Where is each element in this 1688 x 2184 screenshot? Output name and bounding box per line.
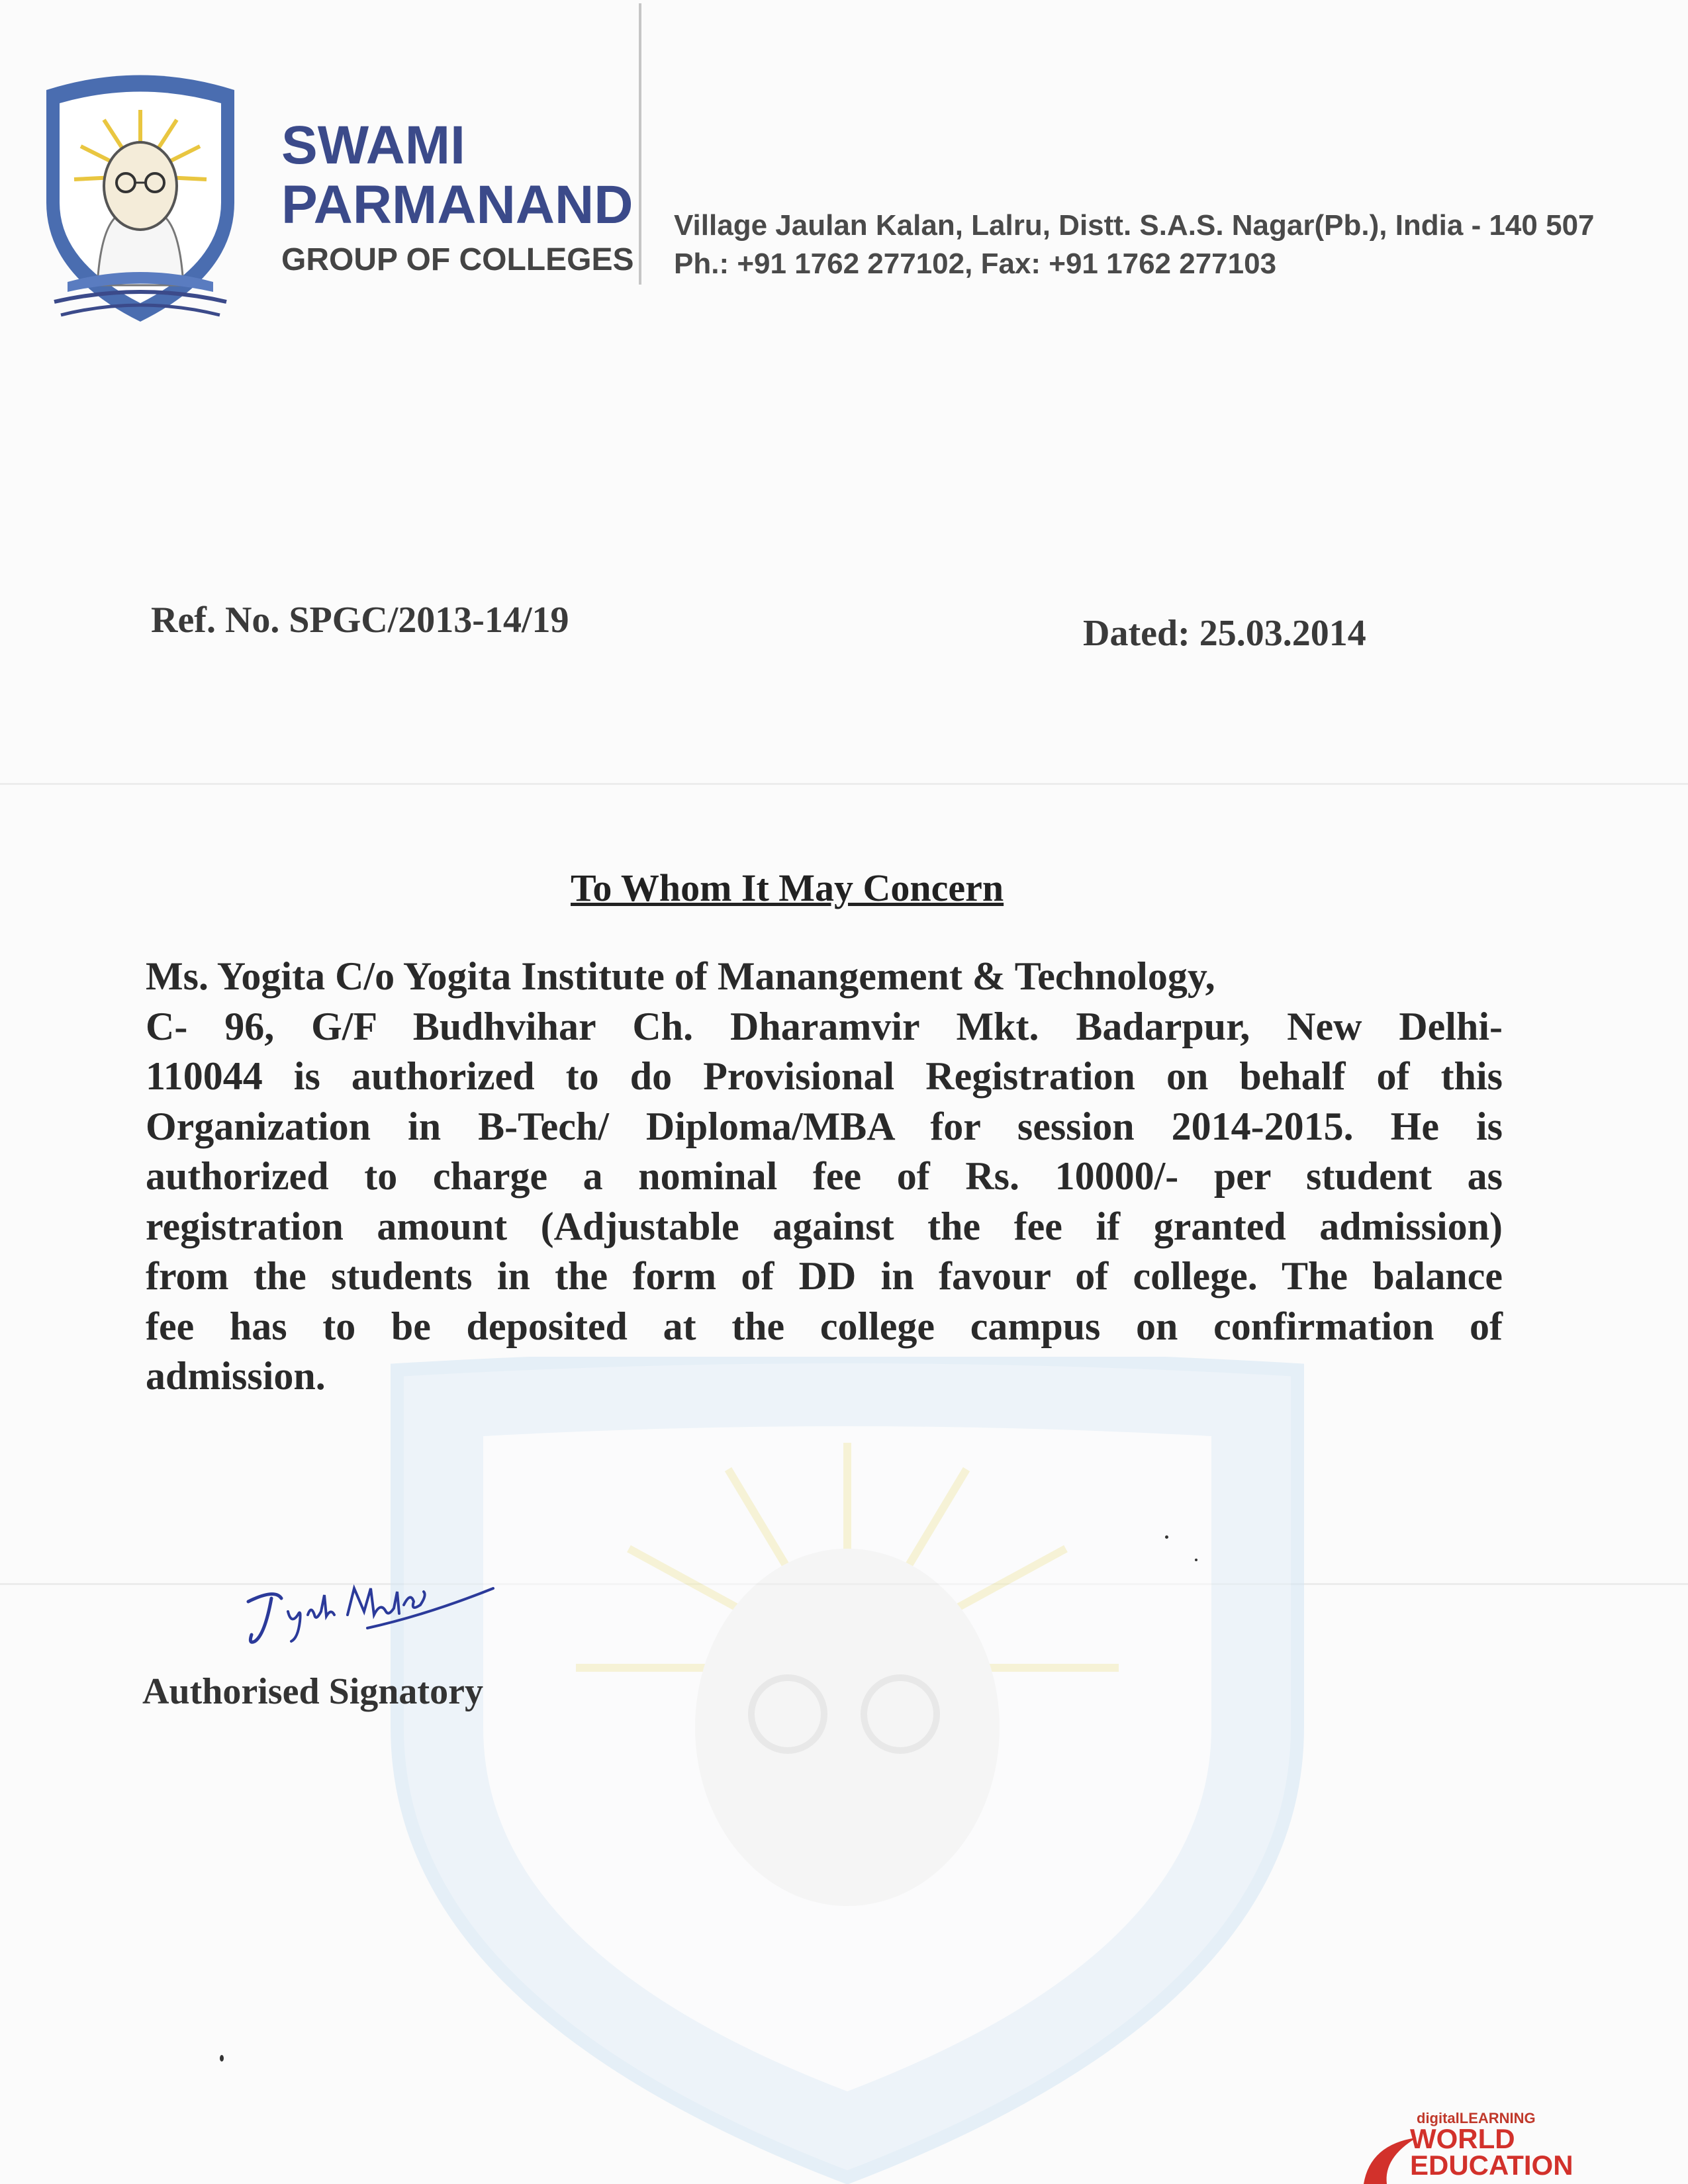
body-line: from the students in the form of DD in favour of college. The balance	[146, 1254, 1503, 1298]
body-line: 110044 is authorized to do Provisional Registration on behalf of this	[146, 1054, 1503, 1098]
brand-name	[281, 116, 634, 280]
scan-speck	[220, 2055, 224, 2062]
body-line: Organization in B-Tech/ Diploma/MBA for session 2014-2015. He is	[146, 1104, 1503, 1148]
college-logo-icon	[41, 64, 240, 335]
brand-line-1: SWAMI	[281, 115, 465, 175]
letter-date: Dated: 25.03.2014	[1083, 613, 1366, 654]
logo-word-1: WORLD	[1410, 2123, 1515, 2154]
body-line: registration amount (Adjustable against the fee if granted admission)	[146, 1204, 1503, 1248]
body-line: Ms. Yogita C/o Yogita Institute of Manangement & Technology,	[146, 954, 1215, 998]
world-education-logo	[1357, 2105, 1688, 2184]
paper-fold-top	[0, 783, 1688, 785]
body-line: C- 96, G/F Budhvihar Ch. Dharamvir Mkt. Badarpur, New Delhi-	[146, 1004, 1503, 1048]
body-line: admission.	[146, 1354, 326, 1398]
logo-small-text: digitalLEARNING	[1417, 2110, 1536, 2126]
signatory-label: Authorised Signatory	[142, 1671, 483, 1712]
address-line: Village Jaulan Kalan, Lalru, Distt. S.A.S. Nagar(Pb.), India - 140 507	[674, 209, 1595, 242]
letter-body	[146, 952, 1503, 1402]
brand-tagline: GROUP OF COLLEGES	[281, 242, 634, 277]
header-divider	[639, 3, 641, 285]
brand-line-2: PARMANAND	[281, 175, 633, 235]
body-line: fee has to be deposited at the college campus on confirmation of	[146, 1304, 1503, 1348]
handwritten-signature	[235, 1575, 500, 1674]
logo-main-text	[1410, 2123, 1573, 2181]
logo-word-2: EDUCATION	[1410, 2150, 1573, 2181]
header-address	[674, 206, 1595, 283]
reference-number: Ref. No. SPGC/2013-14/19	[151, 600, 569, 641]
watermark-shield-icon	[377, 1357, 1317, 2184]
letter-heading: To Whom It May Concern	[571, 866, 1004, 909]
contact-line: Ph.: +91 1762 277102, Fax: +91 1762 277103	[674, 248, 1277, 280]
scan-speck	[1195, 1559, 1197, 1561]
body-line: authorized to charge a nominal fee of Rs. 10000/- per student as	[146, 1154, 1503, 1198]
scan-speck	[1165, 1535, 1168, 1539]
